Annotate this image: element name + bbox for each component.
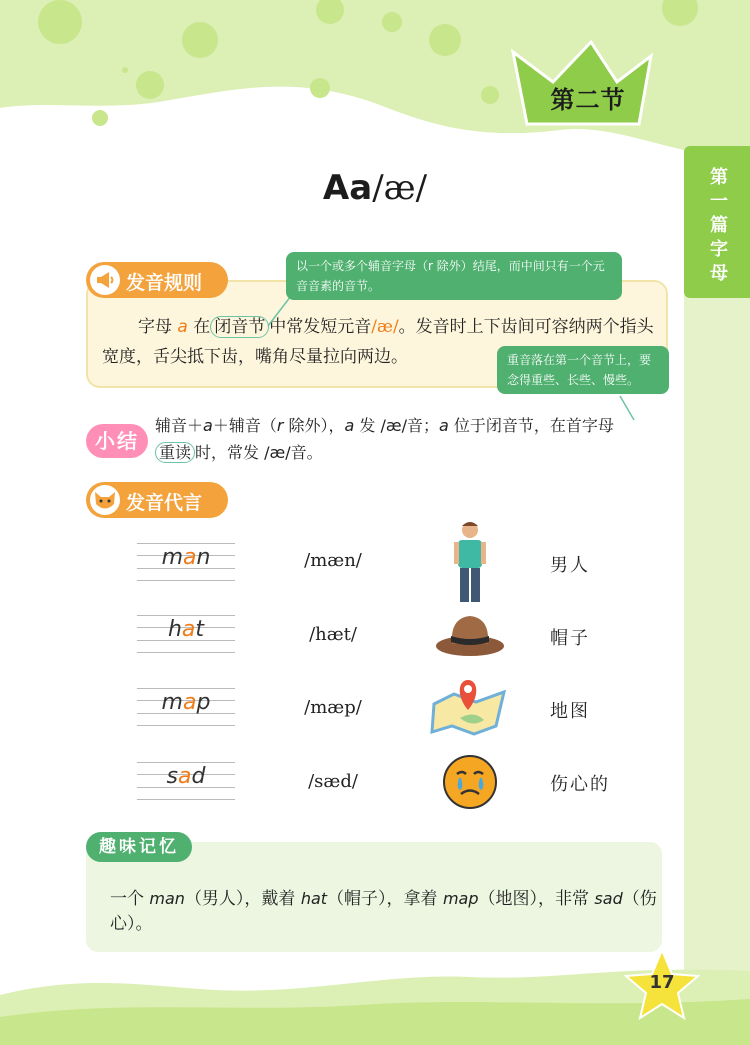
side-strip <box>684 290 750 980</box>
page-number: 17 <box>649 972 675 993</box>
example-ipa: /sæd/ <box>308 771 358 792</box>
summary-part: a <box>344 416 355 435</box>
man-icon <box>448 520 492 606</box>
word-consonant: h <box>167 617 182 642</box>
rule-text-1: 字母 <box>138 317 178 337</box>
fun-part: 一个 <box>110 889 150 909</box>
rule-text-2: 在 <box>187 317 211 337</box>
summary-part: ＋辅音（ <box>212 416 277 435</box>
closed-syllable-term[interactable]: 闭音节 <box>210 316 269 338</box>
summary-text <box>155 412 675 466</box>
word-consonant: t <box>195 617 205 642</box>
fun-memory-heading: 趣味记忆 <box>86 832 192 862</box>
map-icon <box>430 674 508 736</box>
example-ipa: /mæn/ <box>304 550 362 571</box>
example-ipa: /hæt/ <box>309 624 357 645</box>
rule-vowel: a <box>177 317 188 337</box>
example-meaning: 帽子 <box>550 628 590 649</box>
fox-icon <box>90 485 120 515</box>
stressed-term[interactable]: 重读 <box>155 442 195 463</box>
summary-part: r <box>276 416 284 435</box>
summary-part: 发 /æ/音； <box>354 416 439 435</box>
summary-part: 时，常发 /æ/音。 <box>195 443 323 462</box>
page-title <box>0 168 750 208</box>
word-consonant: m <box>161 545 183 570</box>
side-tab-label: 第一篇字母 <box>710 167 728 284</box>
example-meaning: 伤心的 <box>550 774 610 795</box>
word-consonant: d <box>191 764 206 789</box>
fun-word: man <box>149 889 185 908</box>
megaphone-icon <box>90 265 120 295</box>
hat-icon <box>434 610 506 658</box>
rule-text-4: 。发音时上下齿间可容纳两个指头宽度，舌尖抵下齿，嘴角尽量拉向两边。 <box>102 317 654 367</box>
summary-part: a <box>439 416 449 435</box>
sad-face-icon <box>442 754 498 810</box>
closed-syllable-note: 以一个或多个辅音字母（r 除外）结尾，而中间只有一个元音音素的音节。 <box>286 252 622 300</box>
fun-word: hat <box>300 889 328 908</box>
word-vowel: a <box>181 617 196 642</box>
example-ipa: /mæp/ <box>304 697 362 718</box>
summary-part: 位于闭音节，在首字母 <box>448 416 614 435</box>
word-consonant: n <box>196 545 211 570</box>
fun-part: （男人），戴着 <box>184 889 301 909</box>
rule-text-3: 中常发短元音 <box>269 317 372 337</box>
example-word[interactable] <box>137 617 235 642</box>
example-meaning: 地图 <box>550 701 590 722</box>
fun-word: map <box>442 889 479 908</box>
word-consonant: m <box>161 690 183 715</box>
word-vowel: a <box>182 690 197 715</box>
fun-word: sad <box>594 889 623 908</box>
fun-part: （帽子），拿着 <box>327 889 443 909</box>
word-consonant: p <box>196 690 211 715</box>
word-consonant: s <box>166 764 178 789</box>
example-word[interactable] <box>137 764 235 789</box>
summary-part: a <box>203 416 213 435</box>
fun-part: （地图），非常 <box>478 889 595 909</box>
title-phoneme: /æ/ <box>372 168 428 208</box>
summary-part: 辅音＋ <box>155 416 204 435</box>
examples-heading: 发音代言 <box>126 492 203 514</box>
example-word[interactable] <box>137 690 235 715</box>
example-word[interactable] <box>137 545 235 570</box>
word-vowel: a <box>183 545 197 570</box>
stress-note: 重音落在第一个音节上，要念得重些、长些、慢些。 <box>497 346 669 394</box>
title-letters: Aa <box>322 168 373 208</box>
fun-memory-text <box>110 884 670 934</box>
summary-part: 除外）， <box>283 416 345 435</box>
rule-phoneme: /æ/ <box>371 317 399 337</box>
examples-heading-pill <box>86 482 228 518</box>
section-label: 第二节 <box>550 86 626 114</box>
summary-badge: 小结 <box>86 424 148 458</box>
fun-part: （伤心）。 <box>110 889 657 934</box>
example-meaning: 男人 <box>550 555 590 576</box>
word-vowel: a <box>178 764 192 789</box>
rule-heading-pill <box>86 262 228 298</box>
rule-heading: 发音规则 <box>126 272 203 294</box>
